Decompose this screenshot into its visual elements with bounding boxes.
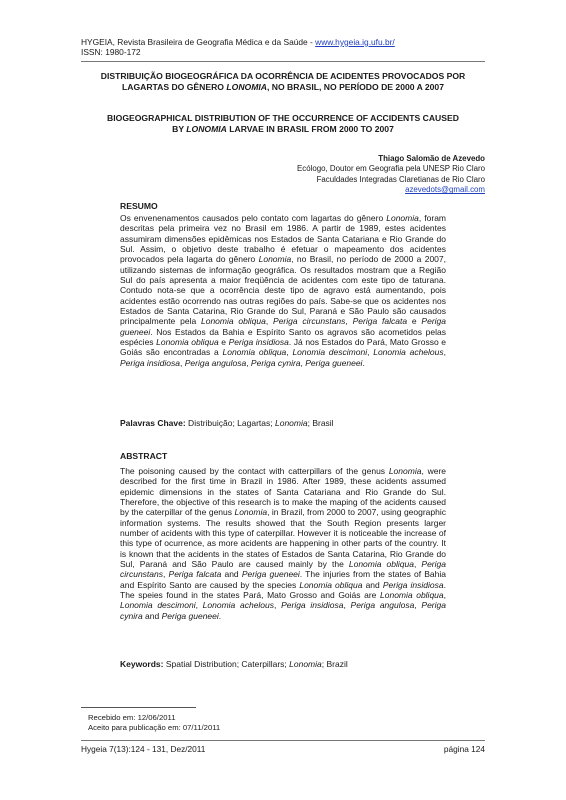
abstract-seg-26: Periga angulosa [350, 600, 415, 611]
abstract-seg-15: and [362, 579, 383, 590]
abstract-seg-27: , [414, 600, 422, 611]
palavras-chave-a: Distribuição; Lagartas; [185, 418, 275, 428]
title-pt-line1: DISTRIBUIÇÃO BIOGEOGRÁFICA DA OCORRÊNCIA DE ACIDENTES PROVOCADOS POR [100, 71, 466, 81]
abstract-seg-4: Lonomia [234, 507, 268, 518]
abstract-seg-13: . The injuries from the states of Bahia and Espírito Santo are caused by the species [120, 569, 447, 590]
title-en-line1: BIOGEOGRAPHICAL DISTRIBUTION OF THE OCCURRENCE OF ACCIDENTS CAUSED [107, 113, 459, 123]
resumo-seg-18: Lonomia obliqua [222, 347, 287, 358]
abstract-seg-29: and [142, 610, 162, 621]
resumo-seg-10: Periga falcata [352, 316, 408, 327]
abstract-text [120, 466, 446, 621]
title-en-genus: LONOMIA [186, 124, 227, 134]
resumo-seg-28: Periga cynira [250, 357, 301, 368]
resumo-seg-15: e [218, 337, 229, 348]
footer-rule [81, 740, 485, 741]
resumo-seg-24: Periga insidiosa [120, 357, 181, 368]
resumo-seg-2: Lonomia [386, 213, 419, 223]
resumo-seg-4: Lonomia [258, 254, 292, 265]
abstract-seg-18: Lonomia obliqua [380, 590, 444, 601]
resumo-seg-6: Lonomia obliqua [201, 316, 266, 327]
resumo-seg-26: Periga angulosa [184, 357, 247, 368]
title-english [81, 113, 485, 135]
resumo-seg-25: , [180, 357, 185, 368]
abstract-seg-16: Periga insidiosa [382, 579, 444, 590]
abstract-heading: ABSTRACT [120, 451, 168, 461]
resumo-seg-13: . Nos Estados da Bahia e Espírito Santo os agravos são acometidos pelas espécies [120, 326, 446, 348]
author-affiliation-2: Faculdades Integradas Claretianas de Rio Claro [316, 174, 485, 184]
abstract-seg-2: Lonomia [388, 466, 422, 476]
abstract-seg-1: The poisoning caused by the contact with catterpillars of the genus [120, 466, 389, 476]
title-pt-genus: LONOMIA [226, 82, 267, 92]
resumo-seg-30: Periga gueneei [305, 357, 363, 368]
journal-name: HYGEIA, Revista Brasileira de Geografia Médica e da Saúde - [81, 37, 316, 47]
resumo-seg-29: , [300, 357, 306, 368]
abstract-seg-20: Lonomia descimoni [120, 600, 196, 611]
author-name: Thiago Salomão de Azevedo [378, 154, 485, 163]
keywords-c: ; Brazil [321, 659, 348, 669]
resumo-seg-12: Periga gueneei [120, 316, 446, 337]
resumo-seg-3: , foram descritas pela primeira vez no Brasil em 1986. A partir de 1989, estes acidentes assumiram dimensões epidêmicas nos Estados de Santa Catariana e Rio Grande do Sul. Assim, o objetivo deste trabalho é efetuar o mapeamento dos acidentes provocados pela lagarta do gênero [120, 213, 446, 265]
resumo-seg-17: . Já nos Estados do Pará, Mato Grosso e Goiás são encontradas a [120, 337, 446, 358]
footnote-rule [81, 707, 196, 708]
abstract-seg-30: Periga gueneei [161, 610, 219, 621]
resumo-seg-20: Lonomia descimoni [292, 347, 368, 358]
abstract-seg-8: Periga circunstans [120, 559, 446, 580]
resumo-seg-7: , [265, 316, 274, 327]
abstract-seg-3: , were described for the first time in Brazil in 1986. After 1989, these acidents assumed epidemic dimensions in the states of Santa Catariana and Rio Grande do Sul. Therefore, the objective of this research is to make the maping of the acidents caused by the caterpillar of the genus [120, 466, 446, 518]
resumo-seg-14: Lonomia obliqua [156, 337, 219, 348]
header-rule [81, 61, 485, 62]
abstract-seg-22: Lonomia achelous [202, 600, 275, 611]
resumo-seg-5: , no Brasil, no período de 2000 a 2007, utilizando sistemas de informação geográfica. Os resultados mostram que a Região Sul do país apresenta a maior freqüência de acidentes com este tipo de taturana. Contudo nota-se que a ocorrência deste tipo de agravo está aumentando, pois acidentes estão ocorrendo nas outras regiões do país. Sabe-se que os acidentes nos Estados de Santa Catarina, Rio Grande do Sul, Paraná e São Paulo são causados principalmente pela [120, 254, 446, 327]
author-affiliation-1: Ecólogo, Doutor em Geografia pela UNESP Rio Claro [296, 164, 485, 174]
resumo-seg-1: Os envenenamentos causados pelo contato com lagartas do gênero [120, 213, 387, 223]
footer-citation: Hygeia 7(13):124 - 131, Dez/2011 [81, 744, 206, 754]
issn: ISSN: 1980-172 [81, 47, 141, 57]
abstract-seg-7: , [413, 559, 422, 570]
palavras-chave [120, 418, 446, 428]
abstract-seg-9: , [163, 569, 169, 580]
accepted-date: Aceito para publicação em: 07/11/2011 [88, 723, 221, 733]
abstract-seg-5: , in Brazil, from 2000 to 2007, using geographic information systems. The results showed that the South Region presents larger number of acidents with this type of caterpillar. However it is noticeable the increase of this type of ocurrence, as more acidents are happening in other parts of the country. It is known that the acidents in the states of Estados de Santa Catarina, Rio Grande do Sul, Paraná and São Paulo are caused mainly by the [120, 507, 446, 570]
keywords-label: Keywords: [120, 659, 164, 669]
title-en-line2 [81, 124, 485, 135]
keywords-b: Lonomia [289, 659, 322, 669]
title-pt-line2 [81, 82, 485, 93]
page-number: página 124 [443, 744, 485, 754]
resumo-seg-19: , [286, 347, 293, 358]
resumo-heading: RESUMO [120, 201, 158, 211]
abstract-seg-10: Periga falcata [168, 569, 222, 580]
abstract-seg-17: . The speies found in the states Pará, Mato Grosso and Goiás are [120, 579, 446, 601]
received-date: Recebido em: 12/06/2011 [88, 713, 176, 722]
journal-line [81, 37, 395, 47]
palavras-chave-b: Lonomia [274, 418, 308, 428]
palavras-chave-c: ; Brasil [307, 418, 334, 428]
footnote [88, 713, 220, 734]
resumo-seg-9: , [345, 316, 353, 327]
journal-link[interactable]: www.hygeia.ig.ufu.br/ [315, 37, 395, 47]
abstract-seg-28: Periga cynira [120, 600, 446, 621]
keywords [120, 659, 446, 669]
resumo-seg-8: Periga circunstans [273, 316, 346, 327]
abstract-seg-23: , [274, 600, 282, 611]
resumo-seg-31: . [362, 357, 365, 368]
title-en-text-b: LARVAE IN BRASIL FROM 2000 TO 2007 [226, 124, 394, 134]
abstract-seg-11: and [221, 569, 242, 580]
palavras-chave-label: Palavras Chave: [120, 418, 186, 428]
abstract-seg-19: , [443, 590, 447, 601]
abstract-seg-12: Periga gueneei [241, 569, 300, 580]
abstract-seg-21: , [195, 600, 203, 611]
author-block [297, 154, 485, 196]
resumo-seg-22: Lonomia achelous [373, 347, 444, 358]
abstract-seg-14: Lonomia obliqua [299, 579, 363, 590]
abstract-seg-24: Periga insidiosa [281, 600, 344, 611]
title-portuguese [81, 71, 485, 93]
journal-header [81, 37, 395, 57]
title-pt-text-a: LAGARTAS DO GÊNERO [121, 82, 227, 92]
keywords-a: Spatial Distribution; Caterpillars; [163, 659, 290, 669]
resumo-text [120, 213, 446, 368]
title-pt-text-b: , NO BRASIL, NO PERÍODO DE 2000 A 2007 [266, 82, 444, 92]
abstract-seg-25: , [343, 600, 351, 611]
title-en-text-a: BY [172, 124, 187, 134]
abstract-seg-6: Lonomia obliqua [348, 559, 414, 570]
resumo-seg-21: , [367, 347, 374, 358]
resumo-seg-11: e [407, 316, 422, 327]
resumo-seg-23: , [443, 347, 446, 358]
abstract-seg-31: . [218, 610, 222, 621]
resumo-seg-27: , [246, 357, 251, 368]
resumo-seg-16: Periga insidiosa [228, 337, 289, 348]
author-email[interactable]: azevedots@gmail.com [405, 185, 485, 195]
